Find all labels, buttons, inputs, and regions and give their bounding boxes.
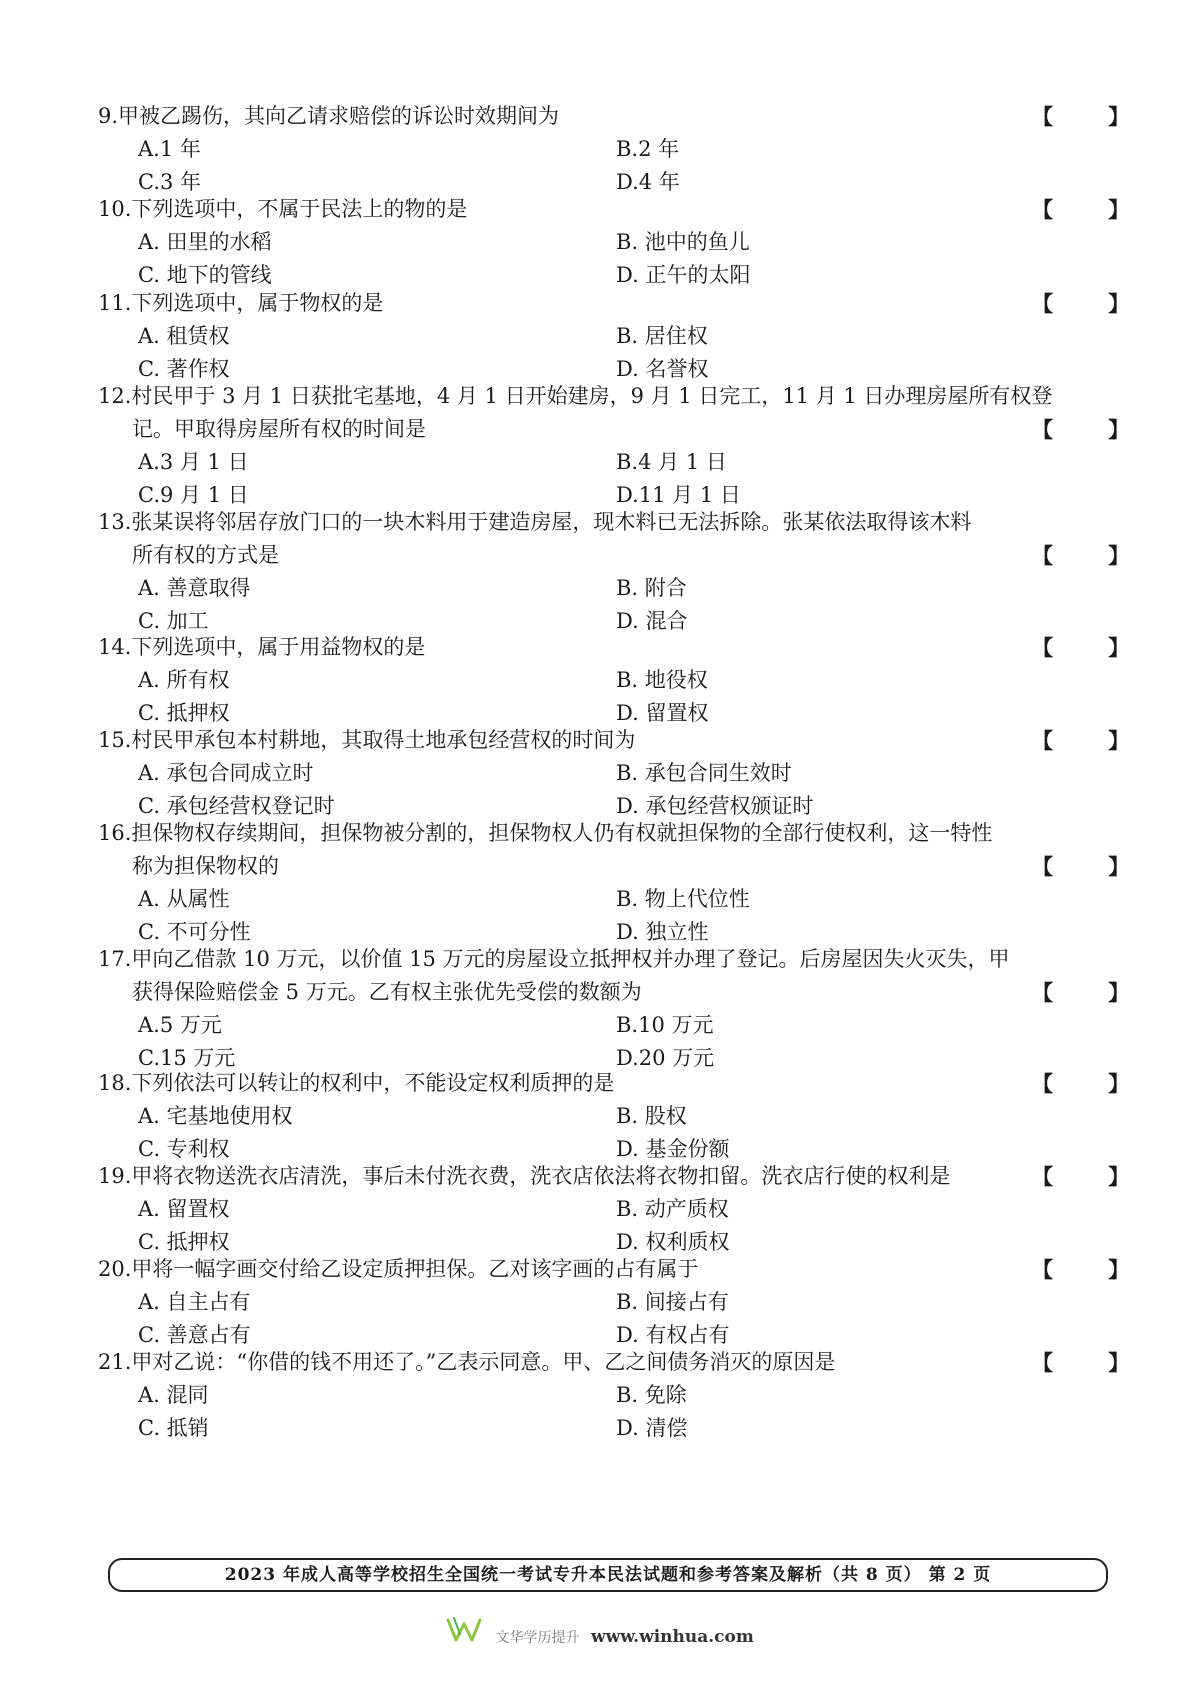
answer-bracket: 【 】: [1032, 1164, 1154, 1189]
option-d: D. 混合: [616, 609, 688, 633]
question-number: 18.: [98, 1071, 132, 1095]
option-d: D. 留置权: [616, 701, 709, 725]
option-b: B. 地役权: [616, 668, 708, 692]
question-number: 13.: [98, 510, 132, 534]
option-a: A. 租赁权: [138, 324, 230, 348]
question-number: 9.: [98, 104, 119, 128]
question-text: 甲被乙踢伤，其向乙请求赔偿的诉讼时效期间为: [118, 104, 560, 128]
answer-bracket: 【 】: [1032, 980, 1154, 1005]
option-c: C. 承包经营权登记时: [138, 794, 335, 818]
answer-bracket: 【 】: [1032, 197, 1154, 222]
option-b: B. 池中的鱼儿: [616, 230, 750, 254]
option-b: B. 动产质权: [616, 1197, 729, 1221]
option-c: C. 善意占有: [138, 1323, 251, 1347]
winhua-logo-icon: [446, 1616, 482, 1659]
option-a: A. 田里的水稻: [138, 230, 272, 254]
page-footer: [108, 1558, 1108, 1592]
option-b: B. 间接占有: [616, 1290, 729, 1314]
option-a: A.3 月 1 日: [138, 450, 249, 474]
question-text-continued: 称为担保物权的: [132, 854, 279, 878]
option-a: A. 宅基地使用权: [138, 1104, 293, 1128]
question-text-continued: 获得保险赔偿金 5 万元。乙有权主张优先受偿的数额为: [132, 980, 642, 1004]
question-number: 10.: [98, 197, 132, 221]
option-c: C. 抵销: [138, 1416, 209, 1440]
question-number: 21.: [98, 1350, 132, 1374]
option-d: D. 有权占有: [616, 1323, 730, 1347]
question-19: [98, 1160, 1154, 1259]
answer-bracket: 【 】: [1032, 104, 1154, 129]
option-a: A. 所有权: [138, 668, 230, 692]
answer-bracket: 【 】: [1032, 635, 1154, 660]
option-b: B. 股权: [616, 1104, 687, 1128]
question-13: [98, 506, 1154, 638]
option-b: B. 承包合同生效时: [616, 761, 792, 785]
question-text: 甲将衣物送洗衣店清洗，事后未付洗衣费，洗衣店依法将衣物扣留。洗衣店行使的权利是: [131, 1164, 951, 1188]
option-c: C.15 万元: [138, 1046, 236, 1070]
option-b: B.10 万元: [616, 1013, 714, 1037]
question-text: 甲将一幅字画交付给乙设定质押担保。乙对该字画的占有属于: [131, 1257, 699, 1281]
question-text: 甲对乙说：“你借的钱不用还了。”乙表示同意。甲、乙之间债务消灭的原因是: [131, 1350, 836, 1374]
question-text: 村民甲于 3 月 1 日获批宅基地，4 月 1 日开始建房，9 月 1 日完工，11 月 1 日办理房屋所有权登: [131, 384, 1053, 408]
question-text-continued: 记。甲取得房屋所有权的时间是: [132, 417, 426, 441]
question-18: [98, 1067, 1154, 1166]
option-b: B. 免除: [616, 1383, 687, 1407]
question-21: [98, 1346, 1154, 1445]
question-text: 村民甲承包本村耕地，其取得土地承包经营权的时间为: [131, 728, 636, 752]
option-d: D. 基金份额: [616, 1137, 730, 1161]
question-17: [98, 943, 1154, 1075]
option-a: A. 自主占有: [138, 1290, 251, 1314]
question-text: 张某误将邻居存放门口的一块木料用于建造房屋，现木料已无法拆除。张某依法取得该木料: [131, 510, 972, 534]
option-d: D.4 年: [616, 170, 680, 194]
option-d: D. 清偿: [616, 1416, 688, 1440]
watermark-brand: 文华学历提升: [495, 1630, 580, 1646]
option-c: C.9 月 1 日: [138, 483, 249, 507]
option-c: C. 地下的管线: [138, 263, 272, 287]
question-text: 担保物权存续期间，担保物被分割的，担保物权人仍有权就担保物的全部行使权利，这一特性: [131, 821, 993, 845]
option-c: C. 著作权: [138, 357, 230, 381]
option-a: A. 混同: [138, 1383, 209, 1407]
option-d: D. 独立性: [616, 920, 709, 944]
option-b: B. 居住权: [616, 324, 708, 348]
question-number: 11.: [98, 291, 132, 315]
option-d: D. 正午的太阳: [616, 263, 751, 287]
question-20: [98, 1253, 1154, 1352]
watermark-url: www.winhua.com: [590, 1627, 754, 1647]
question-12: [98, 380, 1154, 512]
question-number: 12.: [98, 384, 132, 408]
option-c: C.3 年: [138, 170, 202, 194]
option-a: A. 从属性: [138, 887, 230, 911]
question-text: 下列选项中，属于用益物权的是: [131, 635, 426, 659]
question-number: 14.: [98, 635, 132, 659]
answer-bracket: 【 】: [1032, 1071, 1154, 1096]
option-d: D. 名誉权: [616, 357, 709, 381]
footer-text: 2023 年成人高等学校招生全国统一考试专升本民法试题和参考答案及解析（共 8 页） 第 2 页: [224, 1565, 992, 1585]
option-d: D. 权利质权: [616, 1230, 730, 1254]
question-10: [98, 193, 1154, 292]
question-number: 17.: [98, 947, 132, 971]
question-16: [98, 817, 1154, 949]
option-c: C. 不可分性: [138, 920, 251, 944]
question-11: [98, 287, 1154, 386]
question-14: [98, 631, 1154, 730]
option-c: C. 加工: [138, 609, 209, 633]
option-a: A. 善意取得: [138, 576, 251, 600]
watermark: [0, 1616, 1200, 1656]
option-a: A.1 年: [138, 137, 201, 161]
option-c: C. 抵押权: [138, 1230, 230, 1254]
option-d: D.11 月 1 日: [616, 483, 741, 507]
answer-bracket: 【 】: [1032, 291, 1154, 316]
option-b: B.2 年: [616, 137, 680, 161]
answer-bracket: 【 】: [1032, 854, 1154, 879]
answer-bracket: 【 】: [1032, 1257, 1154, 1282]
option-c: C. 抵押权: [138, 701, 230, 725]
question-number: 19.: [98, 1164, 132, 1188]
answer-bracket: 【 】: [1032, 543, 1154, 568]
option-b: B. 附合: [616, 576, 687, 600]
option-a: A.5 万元: [138, 1013, 222, 1037]
question-text: 下列依法可以转让的权利中，不能设定权利质押的是: [131, 1071, 615, 1095]
answer-bracket: 【 】: [1032, 417, 1154, 442]
option-c: C. 专利权: [138, 1137, 230, 1161]
answer-bracket: 【 】: [1032, 728, 1154, 753]
question-text: 下列选项中，属于物权的是: [131, 291, 384, 315]
question-15: [98, 724, 1154, 823]
question-9: [98, 100, 1154, 199]
question-text-continued: 所有权的方式是: [132, 543, 279, 567]
option-a: A. 承包合同成立时: [138, 761, 314, 785]
question-number: 15.: [98, 728, 132, 752]
option-b: B.4 月 1 日: [616, 450, 727, 474]
answer-bracket: 【 】: [1032, 1350, 1154, 1375]
option-d: D. 承包经营权颁证时: [616, 794, 814, 818]
question-number: 20.: [98, 1257, 132, 1281]
option-b: B. 物上代位性: [616, 887, 750, 911]
question-text: 甲向乙借款 10 万元，以价值 15 万元的房屋设立抵押权并办理了登记。后房屋因失火灭失，甲: [131, 947, 1010, 971]
question-text: 下列选项中，不属于民法上的物的是: [131, 197, 468, 221]
option-a: A. 留置权: [138, 1197, 230, 1221]
question-number: 16.: [98, 821, 132, 845]
option-d: D.20 万元: [616, 1046, 715, 1070]
